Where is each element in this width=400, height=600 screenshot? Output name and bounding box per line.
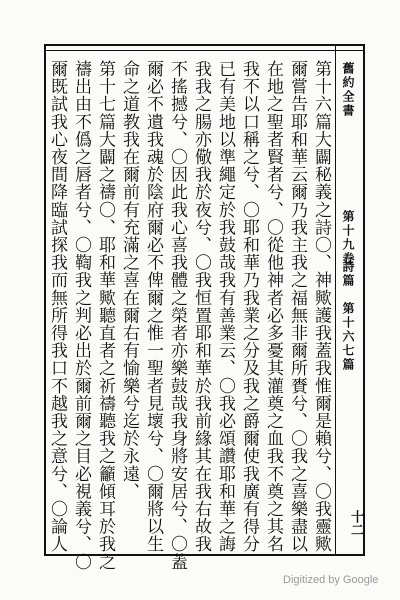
text-column-2: 爾嘗告耶和華云爾乃我主我之福無非爾所賚兮、〇我之喜樂盡以 bbox=[287, 60, 307, 553]
text-column-3: 在地之聖者賢者兮、〇從他神者必多憂其灌奠之血我不奠之其名 bbox=[263, 60, 283, 553]
text-column-12: 爾既試我心夜間降臨試探我而無所得我口不越我之意兮、〇論人 bbox=[47, 60, 67, 553]
text-column-6: 我我之腸亦儆我於夜兮、〇我恒置耶和華於我前緣其在我右故我 bbox=[191, 60, 211, 553]
text-column-1: 第十六篇大闢秘義之詩〇、神歟護我蓋我惟爾是賴兮、〇我靈歟 bbox=[311, 60, 331, 553]
text-column-11: 禱出由不僞之唇者兮、〇鞫我之判必出於爾前爾之目必視義兮、〇 bbox=[71, 60, 91, 571]
header-divider bbox=[335, 44, 336, 556]
digitized-watermark: Digitized by Google bbox=[283, 574, 379, 586]
text-column-4: 我不以口稱之兮、〇耶和華乃我業之分及我之爵爾使我廣有得分 bbox=[239, 60, 259, 553]
text-column-9: 命之道教我在爾前有充滿之喜在爾右有愉樂兮迄於永遠、 bbox=[119, 60, 139, 500]
text-column-10: 第十七篇大闢之禱〇、耶和華歟聽直者之祈禱聽我之籲傾耳於我之 bbox=[95, 60, 115, 571]
text-column-8: 爾必不遺我魂於陰府爾必不俾爾之惟一聖者見壞兮、〇爾將以生 bbox=[143, 60, 163, 553]
text-column-7: 不搖撼兮、〇因此我心喜我體之榮者亦樂鼓哉我身將安居兮、〇蓋 bbox=[167, 60, 187, 571]
top-rule bbox=[44, 50, 365, 51]
page-number: 十二 bbox=[348, 510, 363, 536]
section-reference: 詩篇 第十六七篇 bbox=[341, 260, 355, 372]
text-column-5: 已有美地以準繩定於我鼓哉我有善業云、〇我必頌讚耶和華之誨 bbox=[215, 60, 235, 553]
chapter-reference: 第十九卷 bbox=[341, 210, 355, 266]
running-title: 舊約全書 bbox=[341, 62, 355, 118]
